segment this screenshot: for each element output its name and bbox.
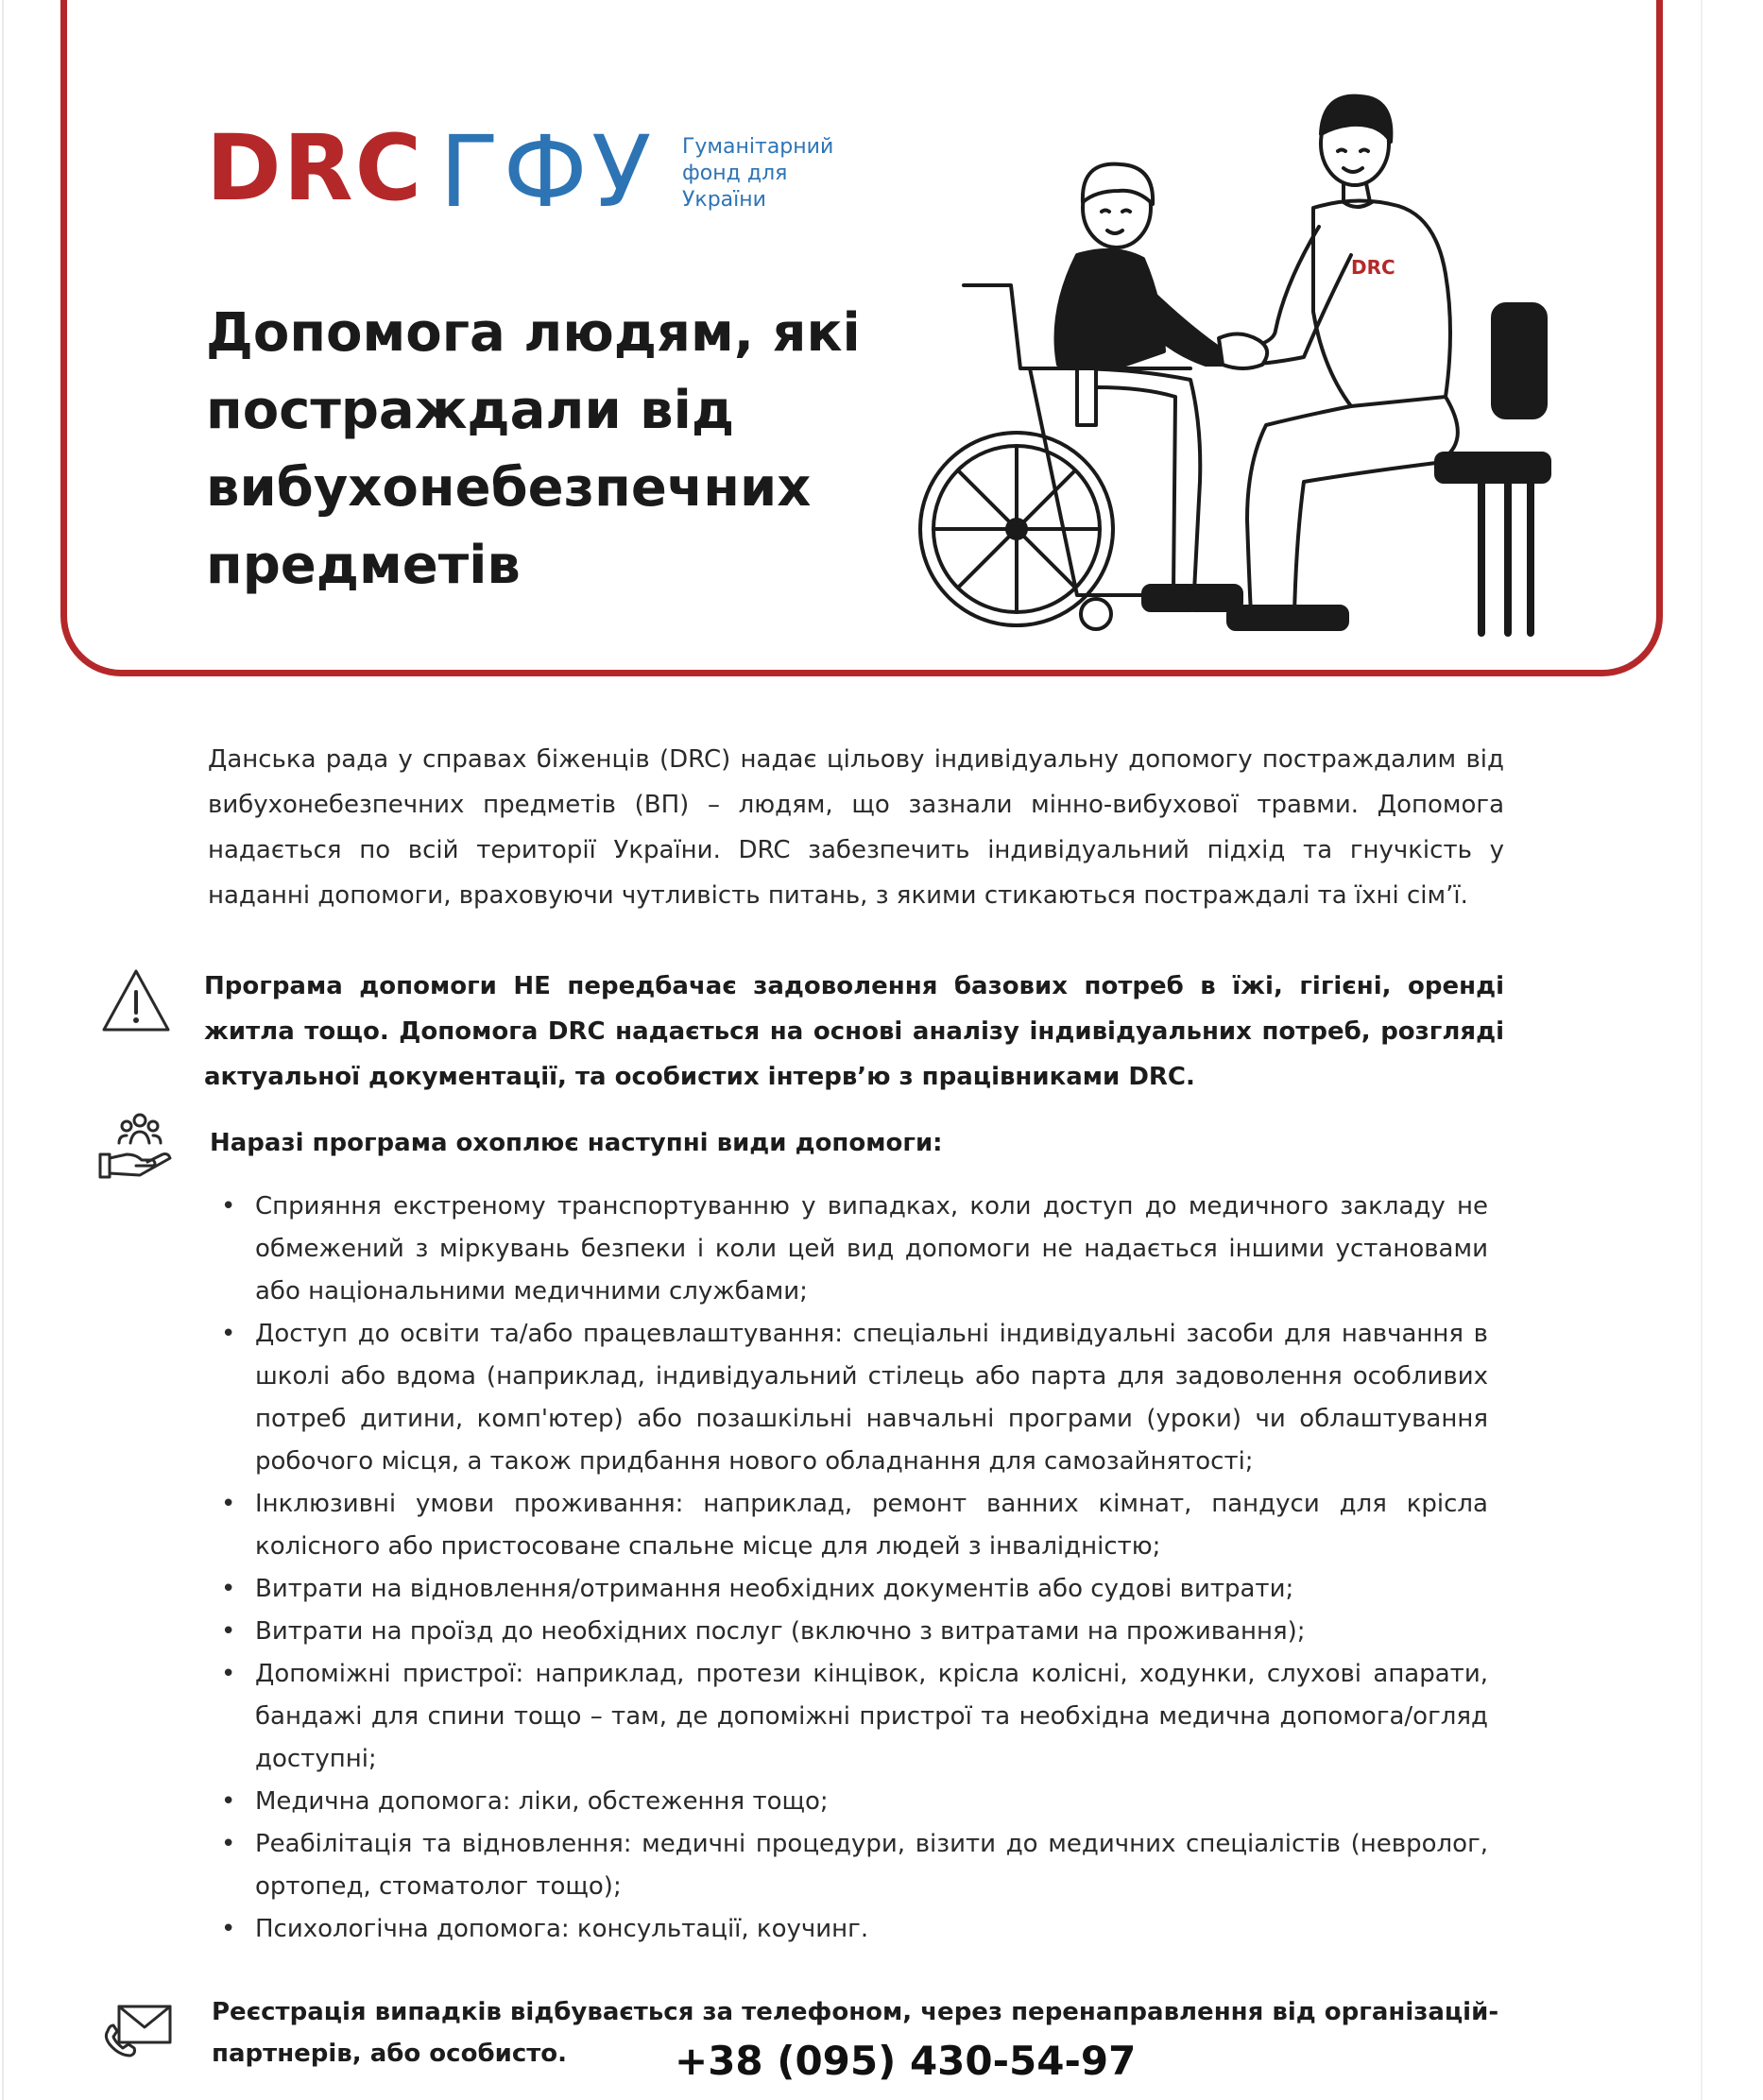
mail-phone-icon [102,2003,174,2059]
list-item: • Доступ до освіти та/або працевлаштування: спеціальні індивідуальні засоби для навчання в школі або вдома (наприклад, індивідуальний стілець або парта для задоволення особливих потреб дитини, комп'ютер) або позашкільні навчальні програми (уроки) чи облаштування робочого місця, а також придбання нового обладнання для самозайнятості; [217,1313,1488,1483]
title-line: вибухонебезпечних [206,457,812,519]
intro-paragraph: Данська рада у справах біженців (DRC) надає цільову індивідуальну допомогу постраждалим від вибухонебезпечних предметів (ВП) – людям, що зазнали мінно-вибухової травми. Допомога надається по всій території України. DRC забезпечить індивідуальний підхід та гнучкість у наданні допомоги, враховуючи чутливість питань, з якими стикаються постраждалі та їхні сім’ї. [208,745,1504,910]
page-title [206,295,924,605]
handshake-illustration [907,85,1606,642]
title-line: предметів [206,535,521,596]
helping-hand-people-icon [98,1111,174,1179]
registration-line: партнерів, або особисто. [212,2040,568,2068]
list-item: • Сприяння екстреному транспортуванню у випадках, коли доступ до медичного закладу не обмежений з міркувань безпеки і коли цей вид допомоги не надається іншими установами або національними медичними службами; [217,1186,1488,1313]
warning-icon [100,967,172,1035]
list-heading: Наразі програма охоплює наступні види допомоги: [210,1129,943,1157]
gfu-subtitle-line: Гуманітарний [682,135,834,159]
list-item: • Реабілітація та відновлення: медичні процедури, візити до медичних спеціалістів (невролог, ортопед, стоматолог тощо); [217,1823,1488,1908]
list-item: • Допоміжні пристрої: наприклад, протези кінцівок, крісла колісні, ходунки, слухові апарати, бандажі для спини тощо – там, де допоміжні пристрої та необхідна медична допомога/огляд доступні; [217,1653,1488,1781]
title-line: постраждали від [206,380,735,441]
shirt-drc-label: DRC [1351,256,1395,279]
drc-logo: DRC [206,115,424,221]
list-item: • Витрати на відновлення/отримання необхідних документів або судові витрати; [217,1568,1488,1611]
list-item: • Витрати на проїзд до необхідних послуг (включно з витратами на проживання); [217,1611,1488,1653]
phone-number: +38 (095) 430-54-97 [675,2038,1137,2084]
help-types-list [217,1186,1488,1951]
list-item: • Психологічна допомога: консультації, коучинг. [217,1908,1488,1951]
gfu-subtitle-line: України [682,188,766,212]
gfu-logo-subtitle [682,134,833,213]
scan-edge [1701,0,1703,2100]
scan-edge [2,0,4,2100]
title-line: Допомога людям, які [206,302,861,364]
list-item: • Інклюзивні умови проживання: наприклад, ремонт ванних кімнат, пандуси для крісла колісного або пристосоване спальне місце для людей з інвалідністю; [217,1483,1488,1568]
list-item: • Медична допомога: ліки, обстеження тощо; [217,1781,1488,1823]
warning-paragraph: Програма допомоги НЕ передбачає задоволення базових потреб в їжі, гігієні, оренді житла тощо. Допомога DRC надається на основі аналізу індивідуальних потреб, розгляді актуальної документації, та особистих інтерв’ю з працівниками DRC. [204,972,1504,1091]
gfu-subtitle-line: фонд для [682,162,788,185]
registration-line: Реєстрація випадків відбувається за телефоном, через перенаправлення від організацій- [212,1998,1499,2026]
gfu-logo: ГФУ [439,114,656,230]
